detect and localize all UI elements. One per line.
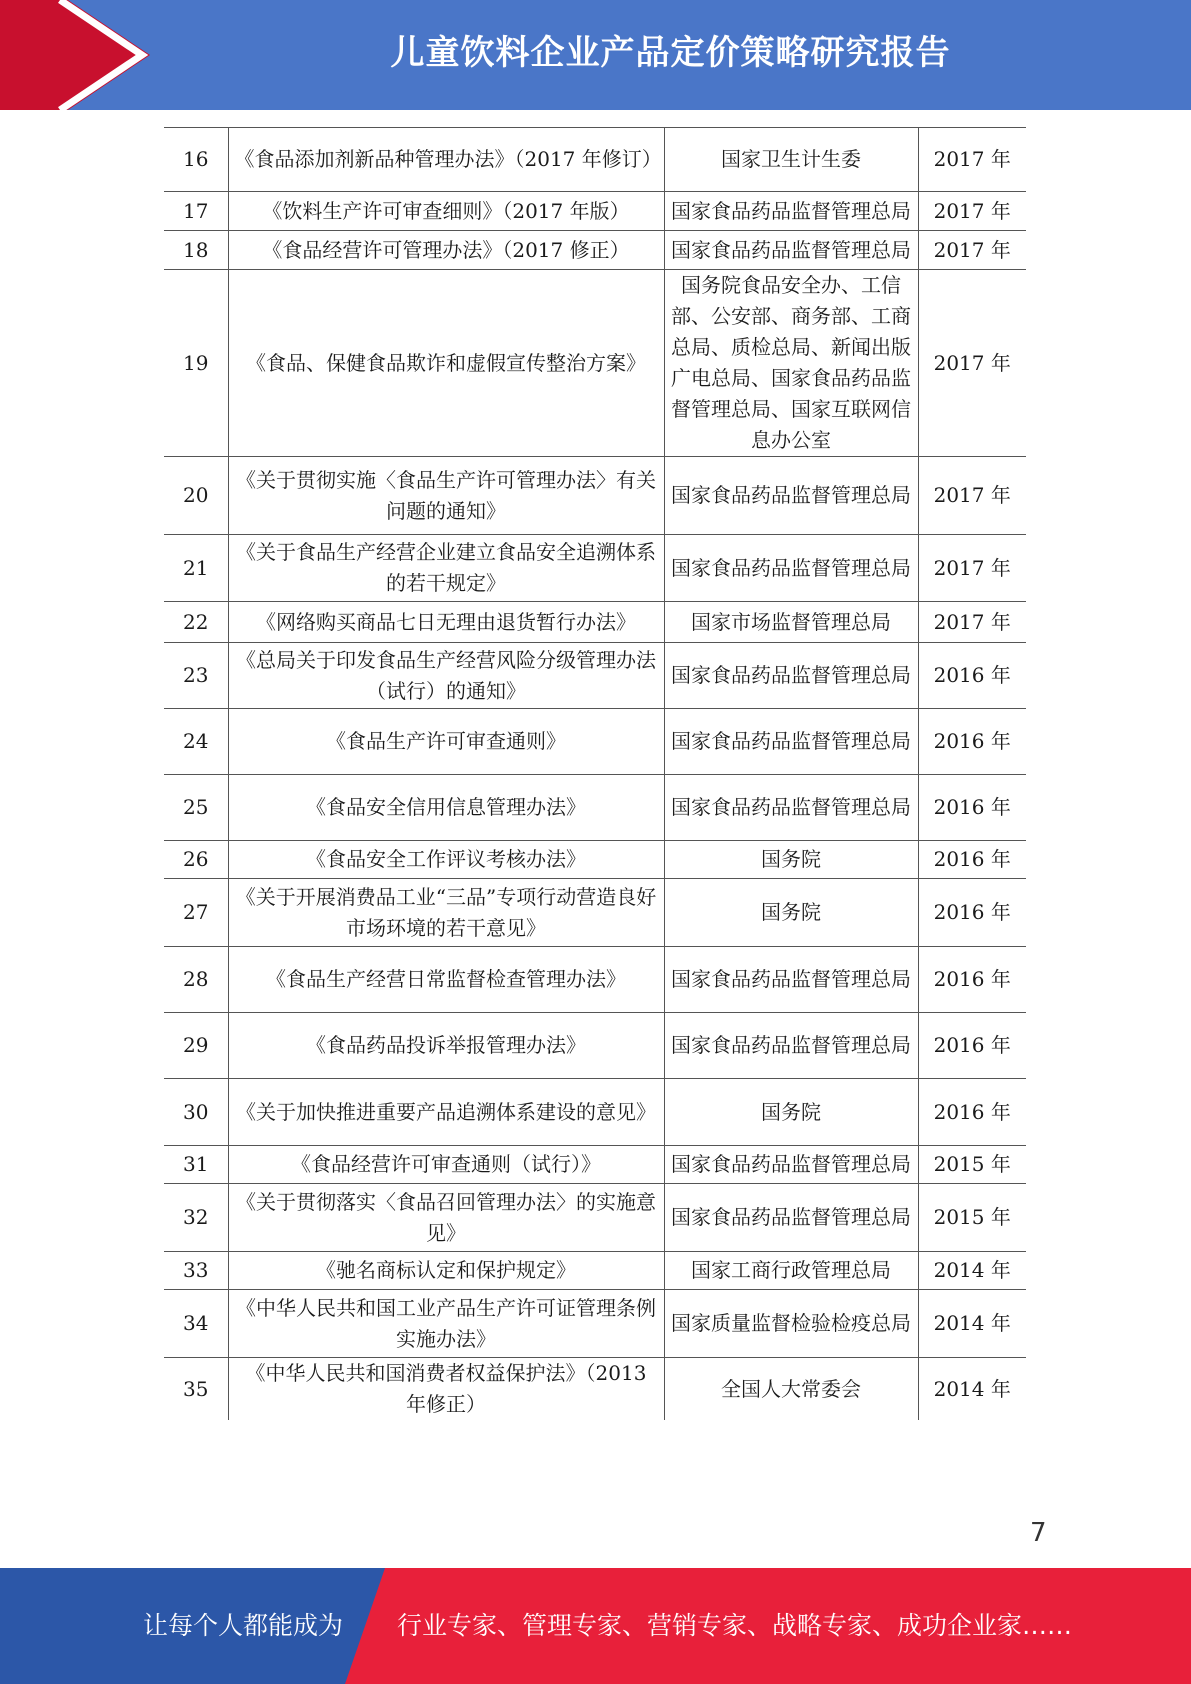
row-number: 25 xyxy=(164,775,228,841)
header-arrow-logo xyxy=(0,0,150,110)
issue-year: 2017 年 xyxy=(918,192,1026,231)
row-number: 32 xyxy=(164,1184,228,1252)
table-row xyxy=(164,1013,1026,1079)
table-row xyxy=(164,709,1026,775)
row-number: 21 xyxy=(164,535,228,602)
page-header xyxy=(0,0,1191,110)
table-row xyxy=(164,270,1026,457)
issuing-authority: 国家市场监督管理总局 xyxy=(664,602,918,643)
page-footer xyxy=(0,1568,1191,1684)
regulation-name: 《关于食品生产经营企业建立食品安全追溯体系的若干规定》 xyxy=(228,535,664,602)
report-title: 儿童饮料企业产品定价策略研究报告 xyxy=(390,33,951,73)
page-number: 7 xyxy=(1030,1518,1047,1548)
row-number: 26 xyxy=(164,841,228,879)
regulation-name: 《食品安全信用信息管理办法》 xyxy=(228,775,664,841)
row-number: 31 xyxy=(164,1146,228,1184)
regulations-table xyxy=(164,127,1026,1420)
issuing-authority: 全国人大常委会 xyxy=(664,1358,918,1421)
table-row xyxy=(164,1079,1026,1146)
issue-year: 2016 年 xyxy=(918,947,1026,1013)
issue-year: 2016 年 xyxy=(918,879,1026,947)
regulation-name: 《中华人民共和国消费者权益保护法》（2013 年修正） xyxy=(228,1358,664,1421)
row-number: 23 xyxy=(164,643,228,709)
issue-year: 2016 年 xyxy=(918,1079,1026,1146)
issue-year: 2016 年 xyxy=(918,643,1026,709)
issue-year: 2015 年 xyxy=(918,1184,1026,1252)
footer-roles: 行业专家、管理专家、营销专家、战略专家、成功企业家…… xyxy=(397,1611,1073,1640)
table-row xyxy=(164,1290,1026,1358)
issue-year: 2016 年 xyxy=(918,709,1026,775)
regulation-name: 《关于贯彻落实〈食品召回管理办法〉的实施意见》 xyxy=(228,1184,664,1252)
issuing-authority: 国家食品药品监督管理总局 xyxy=(664,643,918,709)
row-number: 34 xyxy=(164,1290,228,1358)
regulation-name: 《总局关于印发食品生产经营风险分级管理办法（试行）的通知》 xyxy=(228,643,664,709)
table-row xyxy=(164,1252,1026,1290)
issue-year: 2016 年 xyxy=(918,841,1026,879)
table-row xyxy=(164,457,1026,535)
regulation-name: 《食品经营许可管理办法》（2017 修正） xyxy=(228,231,664,270)
row-number: 33 xyxy=(164,1252,228,1290)
issuing-authority: 国家食品药品监督管理总局 xyxy=(664,1184,918,1252)
issue-year: 2017 年 xyxy=(918,535,1026,602)
regulation-name: 《网络购买商品七日无理由退货暂行办法》 xyxy=(228,602,664,643)
row-number: 29 xyxy=(164,1013,228,1079)
table-row xyxy=(164,128,1026,192)
issuing-authority: 国家食品药品监督管理总局 xyxy=(664,192,918,231)
table-row xyxy=(164,841,1026,879)
regulation-name: 《食品安全工作评议考核办法》 xyxy=(228,841,664,879)
issuing-authority: 国家食品药品监督管理总局 xyxy=(664,1013,918,1079)
regulation-name: 《饮料生产许可审查细则》（2017 年版） xyxy=(228,192,664,231)
table-row xyxy=(164,192,1026,231)
table-row xyxy=(164,1184,1026,1252)
row-number: 28 xyxy=(164,947,228,1013)
row-number: 24 xyxy=(164,709,228,775)
row-number: 35 xyxy=(164,1358,228,1421)
issue-year: 2017 年 xyxy=(918,231,1026,270)
issuing-authority: 国家食品药品监督管理总局 xyxy=(664,1146,918,1184)
row-number: 22 xyxy=(164,602,228,643)
row-number: 16 xyxy=(164,128,228,192)
regulation-name: 《食品、保健食品欺诈和虚假宣传整治方案》 xyxy=(228,270,664,457)
table-row xyxy=(164,231,1026,270)
regulation-name: 《关于贯彻实施〈食品生产许可管理办法〉有关问题的通知》 xyxy=(228,457,664,535)
issuing-authority: 国家食品药品监督管理总局 xyxy=(664,535,918,602)
issuing-authority: 国家食品药品监督管理总局 xyxy=(664,457,918,535)
issue-year: 2014 年 xyxy=(918,1290,1026,1358)
regulation-name: 《关于加快推进重要产品追溯体系建设的意见》 xyxy=(228,1079,664,1146)
issue-year: 2017 年 xyxy=(918,457,1026,535)
issuing-authority: 国家食品药品监督管理总局 xyxy=(664,775,918,841)
issue-year: 2015 年 xyxy=(918,1146,1026,1184)
table-row xyxy=(164,947,1026,1013)
issue-year: 2017 年 xyxy=(918,602,1026,643)
issue-year: 2017 年 xyxy=(918,270,1026,457)
row-number: 18 xyxy=(164,231,228,270)
regulation-name: 《驰名商标认定和保护规定》 xyxy=(228,1252,664,1290)
regulation-name: 《食品生产许可审查通则》 xyxy=(228,709,664,775)
issuing-authority: 国家卫生计生委 xyxy=(664,128,918,192)
issue-year: 2016 年 xyxy=(918,1013,1026,1079)
issuing-authority: 国务院 xyxy=(664,879,918,947)
issuing-authority: 国务院食品安全办、工信部、公安部、商务部、工商总局、质检总局、新闻出版广电总局、国家食品药品监督管理总局、国家互联网信息办公室 xyxy=(664,270,918,457)
regulation-name: 《食品添加剂新品种管理办法》（2017 年修订） xyxy=(228,128,664,192)
row-number: 30 xyxy=(164,1079,228,1146)
issuing-authority: 国家工商行政管理总局 xyxy=(664,1252,918,1290)
issue-year: 2016 年 xyxy=(918,775,1026,841)
table-row xyxy=(164,879,1026,947)
issuing-authority: 国家食品药品监督管理总局 xyxy=(664,947,918,1013)
footer-slogan: 让每个人都能成为 xyxy=(143,1611,344,1640)
regulation-name: 《食品药品投诉举报管理办法》 xyxy=(228,1013,664,1079)
row-number: 20 xyxy=(164,457,228,535)
row-number: 19 xyxy=(164,270,228,457)
row-number: 27 xyxy=(164,879,228,947)
issuing-authority: 国务院 xyxy=(664,1079,918,1146)
issuing-authority: 国家食品药品监督管理总局 xyxy=(664,231,918,270)
table-row xyxy=(164,1146,1026,1184)
issue-year: 2014 年 xyxy=(918,1358,1026,1421)
regulation-name: 《食品生产经营日常监督检查管理办法》 xyxy=(228,947,664,1013)
regulation-name: 《食品经营许可审查通则（试行）》 xyxy=(228,1146,664,1184)
issuing-authority: 国务院 xyxy=(664,841,918,879)
issue-year: 2014 年 xyxy=(918,1252,1026,1290)
table-row xyxy=(164,643,1026,709)
regulation-name: 《中华人民共和国工业产品生产许可证管理条例实施办法》 xyxy=(228,1290,664,1358)
regulation-name: 《关于开展消费品工业“三品”专项行动营造良好市场环境的若干意见》 xyxy=(228,879,664,947)
table-row xyxy=(164,535,1026,602)
table-row xyxy=(164,775,1026,841)
issuing-authority: 国家质量监督检验检疫总局 xyxy=(664,1290,918,1358)
table-row xyxy=(164,1358,1026,1421)
issuing-authority: 国家食品药品监督管理总局 xyxy=(664,709,918,775)
table-row xyxy=(164,602,1026,643)
row-number: 17 xyxy=(164,192,228,231)
issue-year: 2017 年 xyxy=(918,128,1026,192)
